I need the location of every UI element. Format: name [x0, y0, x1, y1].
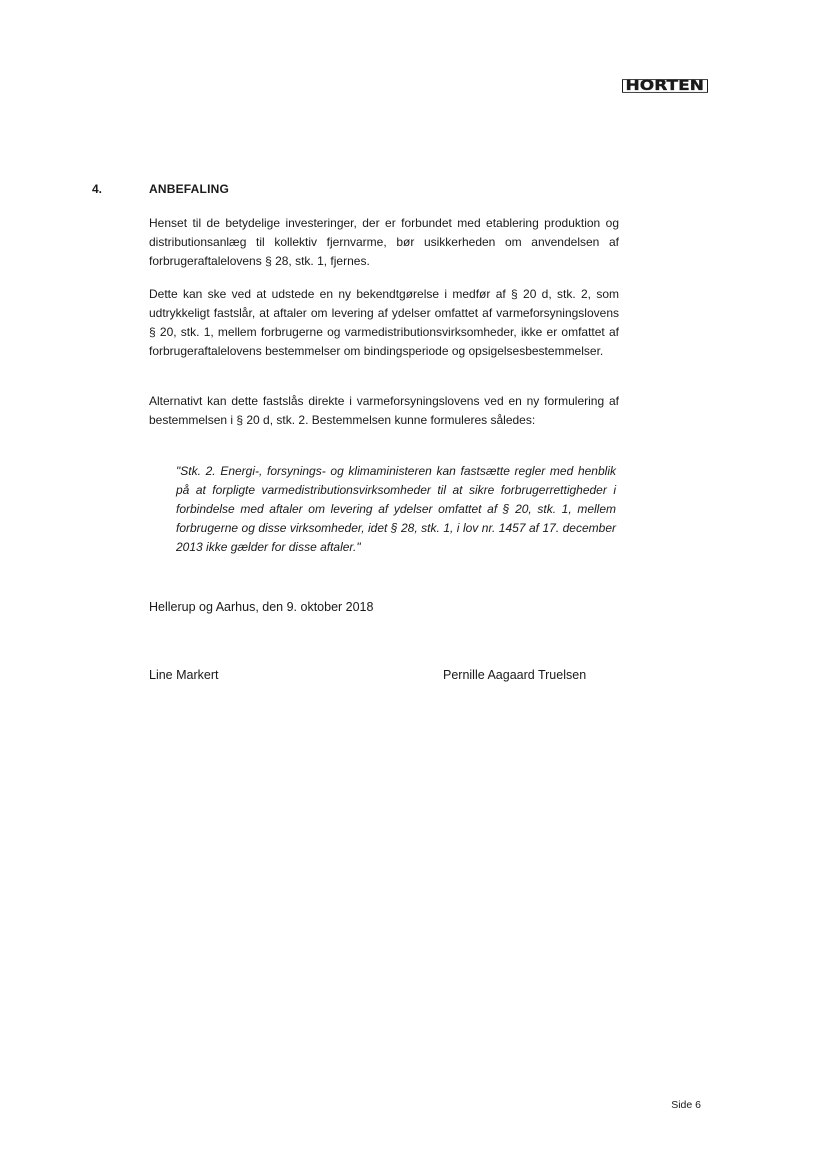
logo-text: HORTEN	[622, 79, 708, 93]
section-title: ANBEFALING	[149, 182, 229, 196]
page-number: Side 6	[671, 1099, 701, 1111]
paragraph-executive-order: Dette kan ske ved at udstede en ny bekendtgørelse i medfør af § 20 d, stk. 2, som udtrykkeligt fastslår, at aftaler om levering af ydelser omfattet af varmeforsyningslovens § 20, stk. 1, mellem forbrugerne og varmedistributionsvirksomheder, ikke er omfattet af forbrugeraftalelovens bestemmelser om bindingsperiode og opsigelsesbestemmelser.	[149, 287, 619, 358]
place-date-line: Hellerup og Aarhus, den 9. oktober 2018	[149, 600, 374, 614]
proposed-provision-quote: "Stk. 2. Energi-, forsynings- og klimaministeren kan fastsætte regler med henblik på at forpligte varmedistributionsvirksomheder til at sikre forbrugerrettigheder i forbindelse med aftaler om levering af ydelser omfattet af § 20, stk. 1, mellem forbrugerne og disse virksomheder, idet § 28, stk. 1, i lov nr. 1457 af 17. december 2013 ikke gælder for disse aftaler."	[176, 464, 616, 554]
horten-logo	[622, 76, 708, 96]
paragraph-alternative: Alternativt kan dette fastslås direkte i varmeforsyningslovens ved en ny formulering af bestemmelsen i § 20 d, stk. 2. Bestemmelsen kunne formuleres således:	[149, 394, 619, 427]
signer-name-left: Line Markert	[149, 668, 219, 682]
section-number: 4.	[92, 182, 103, 196]
signer-name-right: Pernille Aagaard Truelsen	[443, 668, 587, 682]
paragraph-recommendation: Henset til de betydelige investeringer, der er forbundet med etablering produktion og distributionsanlæg til kollektiv fjernvarme, bør usikkerheden om anvendelsen af forbrugeraftalelovens § 28, stk. 1, fjernes.	[149, 216, 619, 268]
